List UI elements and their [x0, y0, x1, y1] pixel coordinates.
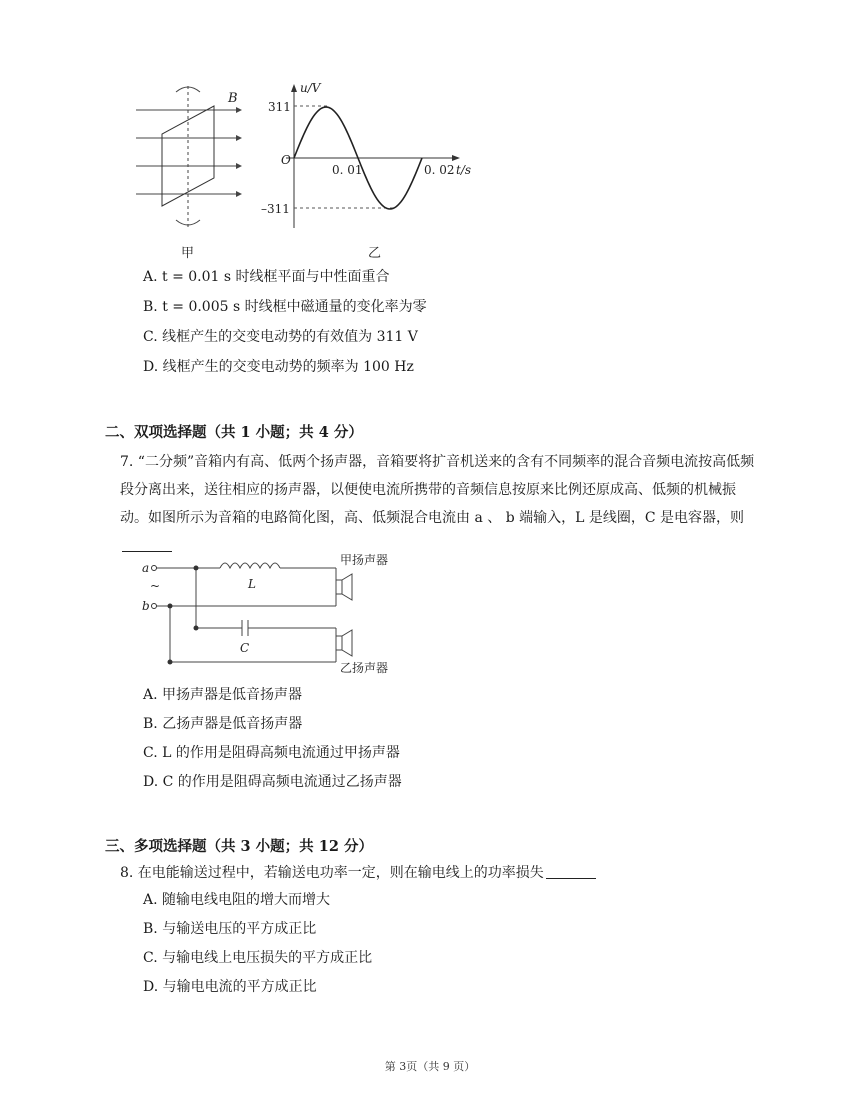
- ytick-311: 311: [268, 100, 291, 114]
- xtick-002: 0. 02: [424, 163, 455, 177]
- caption-yi: 乙: [368, 246, 382, 261]
- capacitor-label: C: [240, 641, 250, 655]
- q6-option-b: B. t = 0.005 s 时线框中磁通量的变化率为零: [143, 299, 427, 315]
- speaker-top-label: 甲扬声器: [340, 553, 389, 567]
- q8-answer-blank: [546, 864, 596, 879]
- page-footer: 第 3页（共 9 页）: [384, 1060, 476, 1073]
- field-arrows: [236, 107, 242, 197]
- figure-crossover-circuit: [140, 550, 410, 678]
- terminal-b: b: [142, 599, 150, 613]
- q7-option-c: C. L 的作用是阻碍高频电流通过甲扬声器: [143, 745, 400, 761]
- q8-option-a: A. 随输电线电阻的增大而增大: [143, 892, 331, 908]
- section-3-heading: 三、多项选择题（共 3 小题；共 12 分）: [105, 838, 373, 855]
- section-2-heading: 二、双项选择题（共 1 小题；共 4 分）: [105, 424, 363, 441]
- ut-graph: [261, 82, 471, 228]
- ytick-neg311: –311: [261, 202, 290, 216]
- y-axis-label: u/V: [300, 82, 321, 95]
- q7-option-d: D. C 的作用是阻碍高频电流通过乙扬声器: [143, 774, 402, 790]
- q6-option-a: A. t = 0.01 s 时线框平面与中性面重合: [143, 269, 390, 285]
- q8-stem: [120, 864, 596, 882]
- q7-stem: [120, 448, 760, 560]
- x-axis-label: t/s: [456, 163, 472, 177]
- source-symbol: ~: [150, 579, 161, 593]
- inductor-label: L: [248, 577, 256, 591]
- q6-option-c: C. 线框产生的交变电动势的有效值为 311 V: [143, 329, 418, 345]
- q7-option-a: A. 甲扬声器是低音扬声器: [143, 687, 303, 703]
- q7-option-b: B. 乙扬声器是低音扬声器: [143, 716, 303, 732]
- q8-option-b: B. 与输送电压的平方成正比: [143, 921, 317, 937]
- q8-option-d: D. 与输电电流的平方成正比: [143, 979, 317, 995]
- origin-label: O: [281, 153, 291, 167]
- q7-stem-text: 7. “二分频”音箱内有高、低两个扬声器，音箱要将扩音机送来的含有不同频率的混合音频电流按高低频段分离出来，送往相应的扬声器，以便使电流所携带的音频信息按原来比例还原成高、低频的机械振动。如图所示为音箱的电路简化图，高、低频混合电流由 a 、 b 端输入，L 是线圈，C 是电容器，则: [120, 454, 755, 526]
- caption-jia: 甲: [181, 246, 195, 261]
- q8-stem-text: 8. 在电能输送过程中，若输送电功率一定，则在输电线上的功率损失: [120, 865, 544, 881]
- xtick-001: 0. 01: [332, 163, 363, 177]
- terminal-a: a: [142, 561, 150, 575]
- q6-option-d: D. 线框产生的交变电动势的频率为 100 Hz: [143, 359, 414, 375]
- figure-generator: [136, 82, 476, 268]
- field-label-b: B: [228, 91, 238, 106]
- q8-option-c: C. 与输电线上电压损失的平方成正比: [143, 950, 373, 966]
- speaker-bottom-label: 乙扬声器: [340, 661, 389, 675]
- rotating-coil-diagram: [136, 86, 236, 230]
